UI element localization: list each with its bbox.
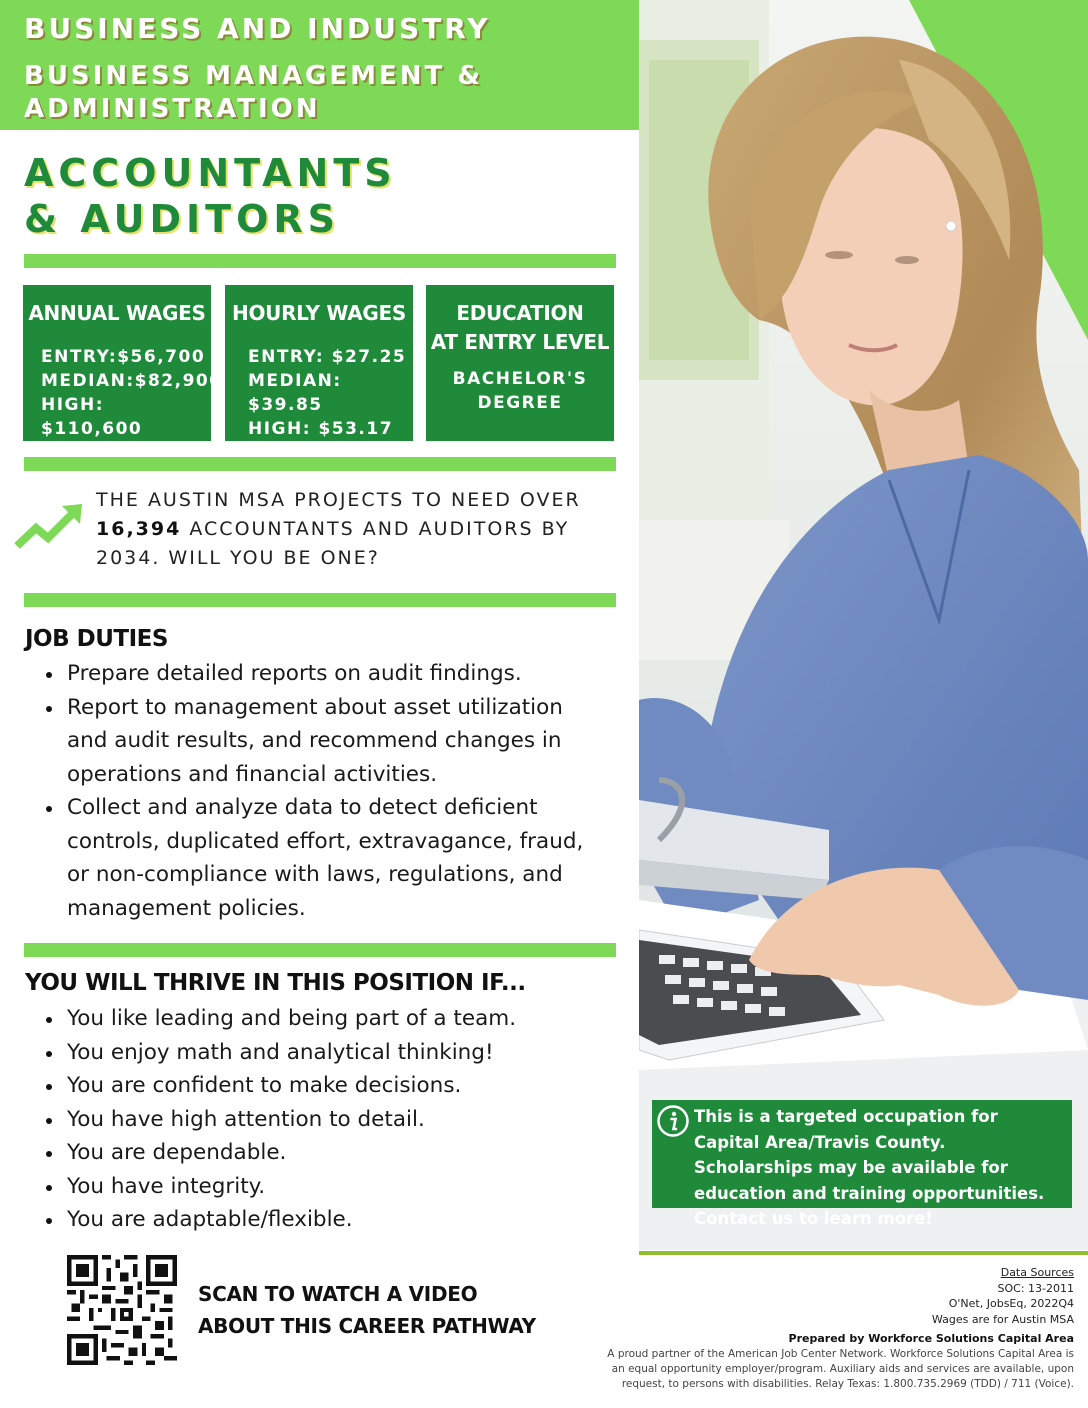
thrive-title: YOU WILL THRIVE IN THIS POSITION IF...	[25, 970, 526, 996]
sources-note: Wages are for Austin MSA	[931, 1312, 1074, 1326]
qr-code[interactable]	[67, 1255, 177, 1365]
list-item: You have integrity.	[42, 1170, 612, 1204]
hourly-median: MEDIAN: $39.85	[248, 371, 342, 415]
page-title	[24, 150, 624, 242]
education-value-2: DEGREE	[477, 393, 563, 413]
trend-up-arrow-icon	[14, 502, 84, 552]
annual-median: MEDIAN:$82,900	[41, 371, 223, 391]
title-line-1: ACCOUNTANTS	[24, 151, 397, 195]
info-icon	[656, 1104, 690, 1138]
education-value-1: BACHELOR'S	[452, 369, 588, 389]
list-item: You are confident to make decisions.	[42, 1069, 612, 1103]
data-sources	[932, 1265, 1074, 1327]
callout-text: This is a targeted occupation for Capital Area/Travis County. Scholarships may be available for education and training opportunities. Contact us to learn more!	[694, 1107, 1045, 1228]
divider-bar	[24, 457, 616, 471]
hourly-entry: ENTRY: $27.25	[248, 347, 407, 367]
list-item: You like leading and being part of a team.	[42, 1002, 612, 1036]
hourly-wages-title: HOURLY WAGES	[232, 301, 406, 325]
scan-instructions	[198, 1278, 536, 1342]
annual-entry: ENTRY:$56,700	[41, 347, 206, 367]
list-item: Prepare detailed reports on audit findings.	[42, 657, 602, 691]
projection-before: THE AUSTIN MSA PROJECTS TO NEED OVER	[96, 489, 581, 511]
list-item: Report to management about asset utilization and audit results, and recommend changes in operations and financial activities.	[42, 691, 602, 792]
job-duties-list	[42, 657, 602, 925]
hourly-high: HIGH: $53.17	[248, 419, 394, 439]
list-item: You have high attention to detail.	[42, 1103, 612, 1137]
list-item: You enjoy math and analytical thinking!	[42, 1036, 612, 1070]
scan-line-2: ABOUT THIS CAREER PATHWAY	[198, 1314, 536, 1338]
divider-bar	[24, 254, 616, 268]
projection-number: 16,394	[96, 518, 182, 540]
sources-heading[interactable]: Data Sources	[1000, 1266, 1074, 1279]
annual-high: HIGH: $110,600	[41, 395, 143, 439]
annual-wages-box	[23, 285, 223, 441]
annual-wages-title: ANNUAL WAGES	[28, 301, 206, 325]
education-title-2: AT ENTRY LEVEL	[430, 330, 610, 354]
sources-soc: SOC: 13-2011	[997, 1281, 1074, 1295]
education-title-1: EDUCATION	[456, 301, 584, 325]
education-box	[426, 285, 614, 441]
divider-bar	[24, 593, 616, 607]
projection-after: ACCOUNTANTS AND AUDITORS BY 2034. WILL YOU BE ONE?	[96, 518, 570, 569]
sources-providers: O'Net, JobsEq, 2022Q4	[948, 1297, 1074, 1310]
hourly-wages-box	[225, 285, 413, 441]
title-line-2: & AUDITORS	[24, 197, 340, 241]
projection-text	[96, 486, 616, 573]
subcategory-label: BUSINESS MANAGEMENT & ADMINISTRATION	[24, 61, 484, 124]
legal-notice: A proud partner of the American Job Center Network. Workforce Solutions Capital Area is an equal opportunity employer/program. Auxiliary aids and services are available, upon request, to persons with disabilities. Relay Texas: 1.800.735.2969 (TDD) / 711 (Voice).	[607, 1348, 1074, 1390]
list-item: You are adaptable/flexible.	[42, 1203, 612, 1237]
hero-photo	[639, 0, 1088, 1250]
divider-bar	[24, 943, 616, 957]
list-item: You are dependable.	[42, 1136, 612, 1170]
prepared-by: Prepared by Workforce Solutions Capital Area	[788, 1332, 1074, 1345]
header-band	[0, 0, 640, 130]
woman-with-calculator-illustration	[639, 0, 1088, 1250]
scan-line-1: SCAN TO WATCH A VIDEO	[198, 1282, 478, 1306]
targeted-occupation-callout	[652, 1100, 1072, 1228]
divider-line	[639, 1251, 1088, 1255]
job-duties-title: JOB DUTIES	[25, 626, 168, 652]
thrive-list	[42, 1002, 612, 1237]
list-item: Collect and analyze data to detect deficient controls, duplicated effort, extravagance, fraud, or non-compliance with laws, regulations, and management policies.	[42, 791, 602, 925]
category-label: BUSINESS AND INDUSTRY	[24, 12, 491, 45]
